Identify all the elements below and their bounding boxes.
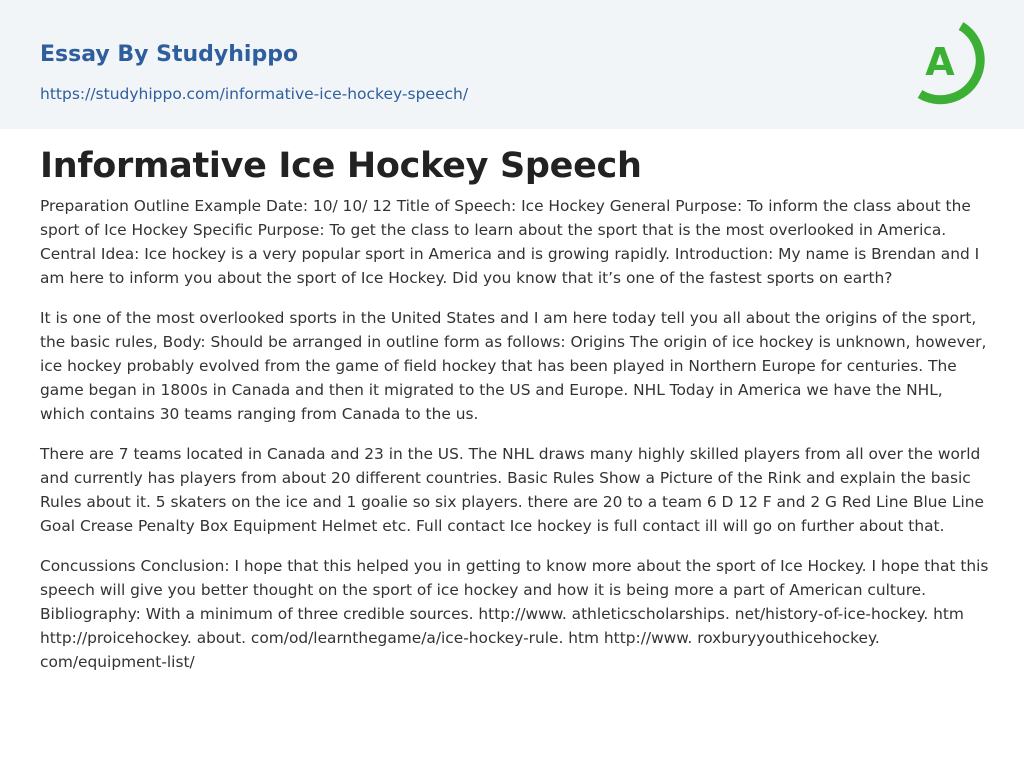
- essay-paragraph: Preparation Outline Example Date: 10/ 10/ 12 Title of Speech: Ice Hockey General Purpose: To inform the class about the sport of Ice Hockey Specific Purpose: To get the class to learn about the sport that is the most overlooked in America. Central Idea: Ice hockey is a very popular sport in America and is growing rapidly. Introduction: My name is Brendan and I am here to inform you about the sport of Ice Hockey. Did you know that it’s one of the fastest sports on earth?: [40, 197, 980, 287]
- logo-letter: A: [925, 40, 955, 84]
- essay-body: [40, 194, 990, 690]
- brand-title[interactable]: Essay By Studyhippo: [40, 42, 299, 67]
- studyhippo-logo-icon[interactable]: [906, 18, 990, 106]
- essay-paragraph: Concussions Conclusion: I hope that this helped you in getting to know more about the sport of Ice Hockey. I hope that this speech will give you better thought on the sport of ice hockey and how it is being more a part of American culture. Bibliography: With a minimum of three credible sources. http://www. athleticscholarships. net/history-of-ice-hockey. htm http://proicehockey. about. com/od/learnthegame/a/ice-hockey-rule. htm http://www. roxburyyouthicehockey. com/equipment-list/: [40, 557, 989, 671]
- site-header: [0, 0, 1024, 129]
- page-title: Informative Ice Hockey Speech: [40, 146, 642, 186]
- essay-paragraph: There are 7 teams located in Canada and 23 in the US. The NHL draws many highly skilled players from all over the world and currently has players from about 20 different countries. Basic Rules Show a Picture of the Rink and explain the basic Rules about it. 5 skaters on the ice and 1 goalie so six players. there are 20 to a team 6 D 12 F and 2 G Red Line Blue Line Goal Crease Penalty Box Equipment Helmet etc. Full contact Ice hockey is full contact ill will go on further about that.: [40, 445, 984, 535]
- source-url-link[interactable]: https://studyhippo.com/informative-ice-hockey-speech/: [40, 85, 469, 103]
- essay-paragraph: It is one of the most overlooked sports in the United States and I am here today tell you all about the origins of the sport, the basic rules, Body: Should be arranged in outline form as follows: Origins The origin of ice hockey is unknown, however, ice hockey probably evolved from the game of field hockey that has been played in Northern Europe for centuries. The game began in 1800s in Canada and then it migrated to the US and Europe. NHL Today in America we have the NHL, which contains 30 teams ranging from Canada to the us.: [40, 309, 987, 423]
